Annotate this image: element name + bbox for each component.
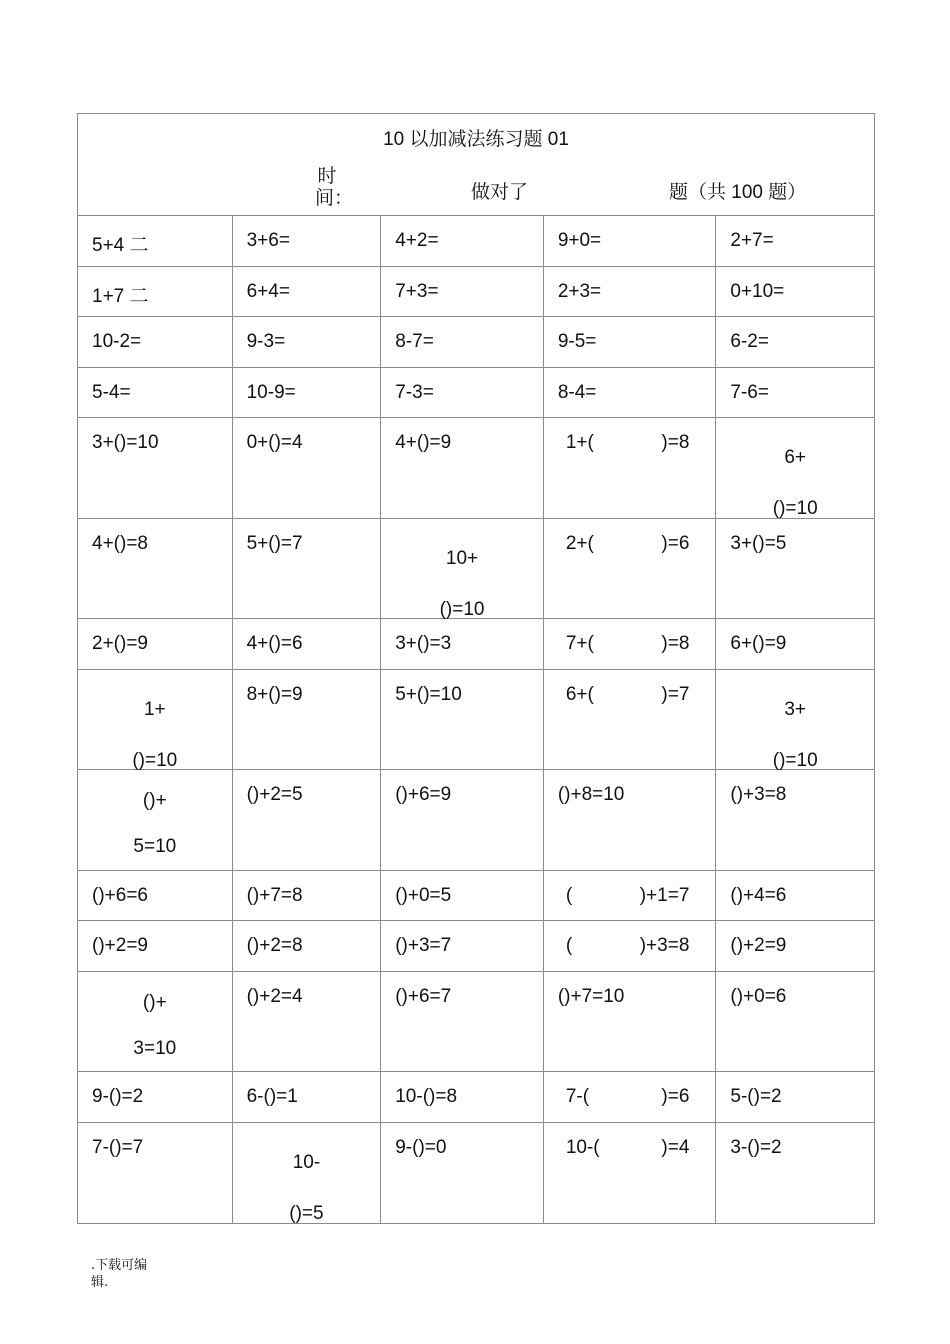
problem-text-bottom: ()=10 xyxy=(772,498,818,519)
time-label-line-2: 间： xyxy=(315,188,354,209)
problem-text: ()+4=6 xyxy=(730,884,787,906)
problem-cell xyxy=(233,317,382,367)
problem-text-left: 10-( xyxy=(565,1136,600,1158)
problem-text: 9+0= xyxy=(557,230,602,251)
problem-cell xyxy=(544,519,717,619)
problem-text-left: 6+( xyxy=(565,683,594,705)
problem-text-right: )=6 xyxy=(661,1086,690,1107)
worksheet-header xyxy=(78,114,874,216)
problem-cell xyxy=(381,770,544,870)
problem-text: 3+()=10 xyxy=(92,432,159,453)
problem-cell xyxy=(544,368,717,418)
problem-text: 6+()=9 xyxy=(730,633,787,654)
table-row xyxy=(78,670,874,771)
problem-cell xyxy=(233,619,382,669)
problem-cell xyxy=(78,972,233,1072)
problem-text: 3+()=5 xyxy=(730,532,787,554)
problem-text: 2+7= xyxy=(730,230,774,251)
problem-grid xyxy=(78,216,874,1223)
problem-text: 9-()=0 xyxy=(395,1136,447,1158)
problem-text: 7-()=7 xyxy=(92,1136,144,1158)
problem-text-left: 7-( xyxy=(565,1086,590,1107)
problem-text: 7+3= xyxy=(395,280,439,302)
table-row xyxy=(78,1072,874,1123)
problem-text: 6-()=1 xyxy=(246,1086,298,1107)
problem-text: ()+2=9 xyxy=(730,935,787,956)
problem-text-bottom: 3=10 xyxy=(133,1037,177,1059)
problem-text: 0+()=4 xyxy=(246,432,303,453)
problem-text: ()+6=9 xyxy=(395,784,452,805)
problem-text: 5-4= xyxy=(92,381,131,403)
problem-cell xyxy=(381,267,544,317)
problem-cell xyxy=(716,267,874,317)
problem-cell xyxy=(716,368,874,418)
problem-cell xyxy=(381,921,544,971)
problem-text: 5+()=10 xyxy=(395,683,462,705)
problem-stacked xyxy=(233,1137,381,1239)
problem-cell xyxy=(716,770,874,870)
problem-text: 4+()=8 xyxy=(92,532,148,554)
problem-cell xyxy=(716,1072,874,1122)
problem-cell xyxy=(716,317,874,367)
problem-text-bottom: ()=5 xyxy=(289,1202,324,1224)
problem-text: ()+6=6 xyxy=(92,884,148,906)
problem-text: 9-()=2 xyxy=(92,1086,144,1107)
problem-text: ()+8=10 xyxy=(557,784,625,805)
problem-text: 3-()=2 xyxy=(730,1136,782,1158)
problem-cell xyxy=(78,619,233,669)
table-row xyxy=(78,368,874,419)
problem-text-left: 1+( xyxy=(565,432,594,453)
problem-text: 4+()=6 xyxy=(246,633,303,654)
problem-text: 8-4= xyxy=(557,381,597,403)
problem-text-right: )=4 xyxy=(661,1136,690,1158)
problem-cell xyxy=(78,1072,233,1122)
problem-text-right: )+1=7 xyxy=(639,884,690,906)
problem-cell xyxy=(544,317,717,367)
footer-line-2: 辑. xyxy=(91,1275,109,1290)
problem-cell xyxy=(78,670,233,770)
problem-text: 9-5= xyxy=(557,331,597,352)
footer-note xyxy=(91,1257,161,1291)
problem-cell xyxy=(78,921,233,971)
footer-line-1: .下载可编 xyxy=(91,1258,148,1273)
problem-text: 1+7 二 xyxy=(92,285,149,307)
problem-text-right: )=7 xyxy=(661,683,690,705)
problem-text: 10-()=8 xyxy=(395,1086,458,1107)
problem-text: 4+2= xyxy=(395,230,439,251)
problem-text-top: 10- xyxy=(292,1151,321,1173)
problem-cell xyxy=(716,1123,874,1224)
problem-cell xyxy=(544,619,717,669)
problem-text: ()+2=4 xyxy=(246,985,303,1007)
problem-cell xyxy=(544,1123,717,1224)
problem-cell xyxy=(78,871,233,921)
problem-text: 5+4 二 xyxy=(92,235,149,256)
problem-text-bottom: ()=10 xyxy=(439,598,485,620)
problem-text: 7-3= xyxy=(395,381,434,403)
problem-text-left: 2+( xyxy=(565,532,594,554)
problem-cell xyxy=(381,519,544,619)
problem-text-left: 7+( xyxy=(565,633,594,654)
problem-text-right: )+3=8 xyxy=(639,935,690,956)
problem-cell xyxy=(716,216,874,266)
problem-cell xyxy=(233,368,382,418)
problem-cell xyxy=(544,921,717,971)
problem-text-bottom: 5=10 xyxy=(133,836,177,857)
problem-text: 10-9= xyxy=(246,381,296,403)
problem-cell xyxy=(381,418,544,518)
problem-cell xyxy=(544,418,717,518)
problem-cell xyxy=(233,267,382,317)
problem-text: 7-6= xyxy=(730,381,769,403)
problem-text-top: ()+ xyxy=(142,991,167,1013)
problem-cell xyxy=(381,1123,544,1224)
problem-text-left: ( xyxy=(565,935,573,956)
table-row xyxy=(78,519,874,620)
problem-text-right: )=8 xyxy=(661,432,690,453)
problem-cell xyxy=(381,1072,544,1122)
problem-cell xyxy=(233,770,382,870)
problem-text: 4+()=9 xyxy=(395,432,452,453)
problem-cell xyxy=(716,871,874,921)
table-row xyxy=(78,921,874,972)
problem-cell xyxy=(544,670,717,770)
problem-text: 3+6= xyxy=(246,230,290,251)
problem-text-right: )=6 xyxy=(661,532,690,554)
table-row xyxy=(78,972,874,1073)
table-row xyxy=(78,871,874,922)
problem-text-top: 3+ xyxy=(784,698,807,720)
problem-cell xyxy=(381,619,544,669)
problem-cell xyxy=(716,921,874,971)
problem-cell xyxy=(544,972,717,1072)
problem-text-top: 6+ xyxy=(784,447,807,468)
problem-stacked xyxy=(78,980,232,1072)
problem-cell xyxy=(544,1072,717,1122)
problem-text: 5+()=7 xyxy=(246,532,303,554)
problem-text: 9-3= xyxy=(246,331,286,352)
problem-text: ()+6=7 xyxy=(395,985,452,1007)
problem-text: ()+0=6 xyxy=(730,985,787,1007)
problem-cell xyxy=(381,317,544,367)
problem-cell xyxy=(381,972,544,1072)
problem-text: 0+10= xyxy=(730,280,785,302)
problem-text-top: 1+ xyxy=(143,698,166,720)
problem-text: ()+3=7 xyxy=(395,935,452,956)
problem-cell xyxy=(716,519,874,619)
problem-text: 8-7= xyxy=(395,331,434,352)
problem-cell xyxy=(544,216,717,266)
problem-cell xyxy=(233,216,382,266)
problem-text: 10-2= xyxy=(92,331,142,352)
problem-text: 6-2= xyxy=(730,331,769,352)
problem-cell xyxy=(78,216,233,266)
problem-text: 2+3= xyxy=(557,280,602,302)
problem-cell xyxy=(233,1123,382,1224)
problem-cell xyxy=(233,921,382,971)
problem-cell xyxy=(544,770,717,870)
problem-cell xyxy=(381,368,544,418)
table-row xyxy=(78,267,874,318)
problem-cell xyxy=(233,670,382,770)
problem-cell xyxy=(233,871,382,921)
problem-cell xyxy=(233,418,382,518)
problem-text-right: )=8 xyxy=(661,633,690,654)
table-row xyxy=(78,770,874,871)
problem-text: ()+0=5 xyxy=(395,884,452,906)
problem-cell xyxy=(78,770,233,870)
problem-text: 2+()=9 xyxy=(92,633,148,654)
problem-cell xyxy=(233,1072,382,1122)
problem-text: ()+3=8 xyxy=(730,784,787,805)
problem-text: ()+2=5 xyxy=(246,784,303,805)
problem-cell xyxy=(78,267,233,317)
problem-text-top: ()+ xyxy=(142,790,167,811)
table-row xyxy=(78,216,874,267)
problem-cell xyxy=(716,418,874,518)
problem-cell xyxy=(381,670,544,770)
problem-cell xyxy=(78,368,233,418)
problem-text-top: 10+ xyxy=(445,547,479,569)
problem-cell xyxy=(544,871,717,921)
table-row xyxy=(78,1123,874,1224)
problem-text: ()+2=9 xyxy=(92,935,148,956)
table-row xyxy=(78,418,874,519)
problem-cell xyxy=(233,519,382,619)
time-label xyxy=(315,166,354,210)
problem-cell xyxy=(716,619,874,669)
problem-text: 5-()=2 xyxy=(730,1086,782,1107)
problem-cell xyxy=(78,317,233,367)
problem-text-bottom: ()=10 xyxy=(772,749,818,771)
worksheet-title: 10 以加减法练习题 01 xyxy=(383,129,569,150)
total-count-label: 题（共 100 题） xyxy=(669,182,807,203)
problem-cell xyxy=(381,216,544,266)
problem-text: 3+()=3 xyxy=(395,633,452,654)
problem-cell xyxy=(544,267,717,317)
problem-text: ()+2=8 xyxy=(246,935,303,956)
table-row xyxy=(78,317,874,368)
correct-count-label: 做对了 xyxy=(471,182,529,203)
problem-text-left: ( xyxy=(565,884,573,906)
worksheet-table xyxy=(77,113,875,1224)
problem-cell xyxy=(716,670,874,770)
problem-text: ()+7=10 xyxy=(557,985,625,1007)
problem-text-bottom: ()=10 xyxy=(132,749,178,771)
problem-stacked xyxy=(78,778,232,870)
problem-cell xyxy=(78,1123,233,1224)
problem-cell xyxy=(716,972,874,1072)
problem-cell xyxy=(233,972,382,1072)
problem-text: 6+4= xyxy=(246,280,290,302)
problem-text: ()+7=8 xyxy=(246,884,303,906)
problem-cell xyxy=(381,871,544,921)
problem-cell xyxy=(78,519,233,619)
time-label-line-1: 时 xyxy=(317,166,337,187)
problem-text: 8+()=9 xyxy=(246,683,303,705)
problem-cell xyxy=(78,418,233,518)
table-row xyxy=(78,619,874,670)
